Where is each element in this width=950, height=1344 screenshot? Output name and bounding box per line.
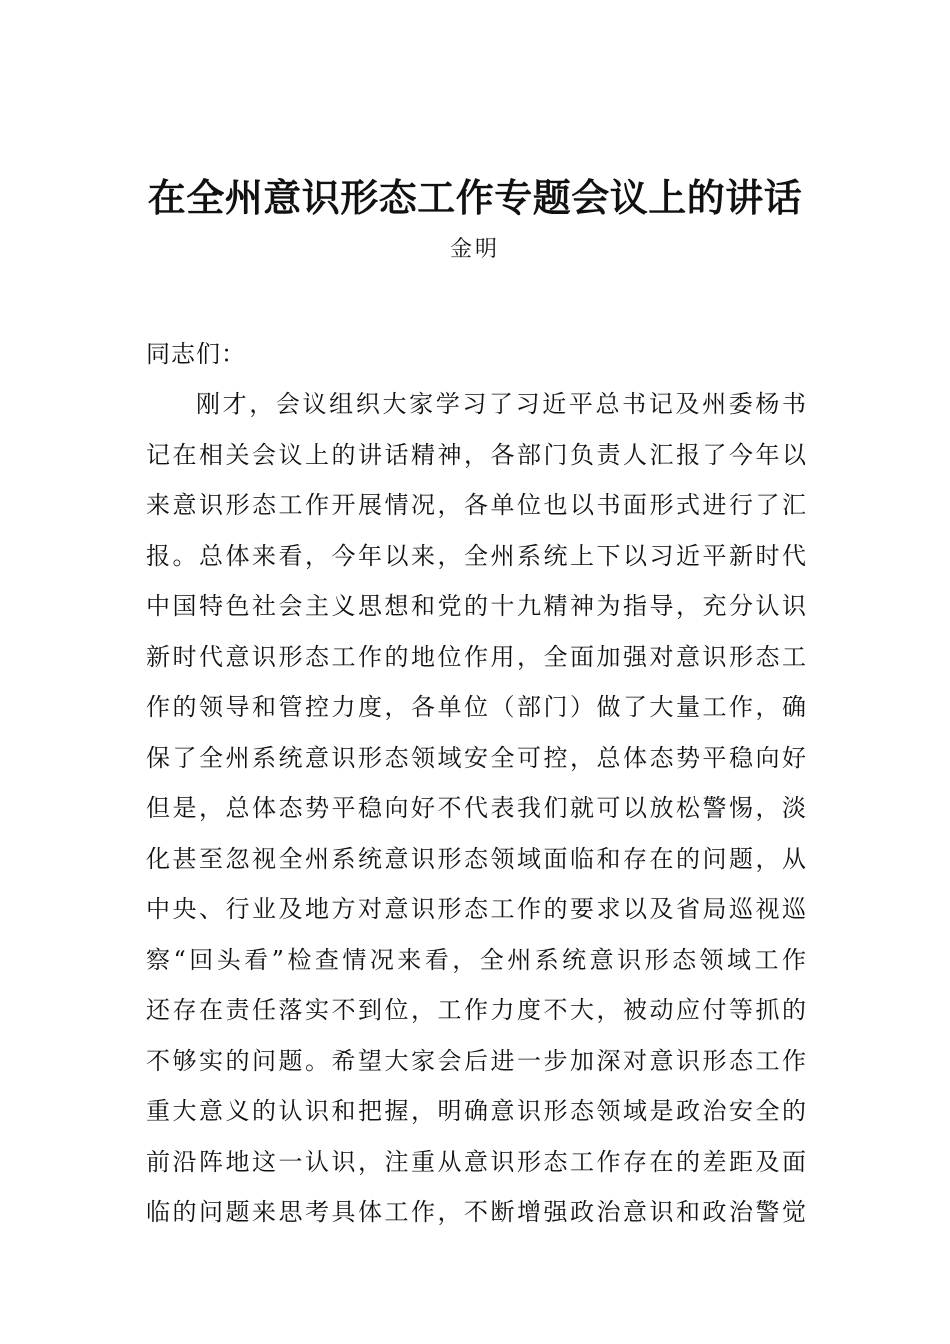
body-line: 临的问题来思考具体工作，不断增强政治意识和政治警觉 [146, 1198, 806, 1226]
body-line: 察“回头看”检查情况来看，全州系统意识形态领域工作 [146, 945, 806, 974]
body-line: 重大意义的认识和把握，明确意识形态领域是政治安全的 [146, 1097, 806, 1125]
body-line: 不够实的问题。希望大家会后进一步加深对意识形态工作 [146, 1046, 806, 1075]
body-line: 报。总体来看，今年以来，全州系统上下以习近平新时代 [146, 541, 806, 570]
document-title: 在全州意识形态工作专题会议上的讲话 [147, 175, 803, 220]
body-line: 保了全州系统意识形态领域安全可控，总体态势平稳向好 [146, 743, 806, 772]
salutation: 同志们： [146, 340, 246, 368]
body-line: 刚才，会议组织大家学习了习近平总书记及州委杨书 [196, 390, 806, 418]
body-line: 中国特色社会主义思想和党的十九精神为指导，充分认识 [146, 592, 806, 620]
body-line: 中央、行业及地方对意识形态工作的要求以及省局巡视巡 [146, 895, 806, 923]
body-line: 作的领导和管控力度，各单位（部门）做了大量工作，确 [146, 693, 806, 721]
document-author: 金明 [449, 237, 500, 262]
body-line: 还存在责任落实不到位，工作力度不大，被动应付等抓的 [146, 996, 806, 1024]
body-line: 前沿阵地这一认识，注重从意识形态工作存在的差距及面 [146, 1147, 806, 1176]
body-line: 新时代意识形态工作的地位作用，全面加强对意识形态工 [146, 642, 806, 671]
body-line: 记在相关会议上的讲话精神，各部门负责人汇报了今年以 [146, 440, 806, 469]
body-line: 化甚至忽视全州系统意识形态领域面临和存在的问题，从 [146, 844, 806, 873]
body-line: 但是，总体态势平稳向好不代表我们就可以放松警惕，淡 [146, 794, 806, 822]
body-text [146, 379, 806, 1238]
body-line: 来意识形态工作开展情况，各单位也以书面形式进行了汇 [146, 491, 806, 519]
